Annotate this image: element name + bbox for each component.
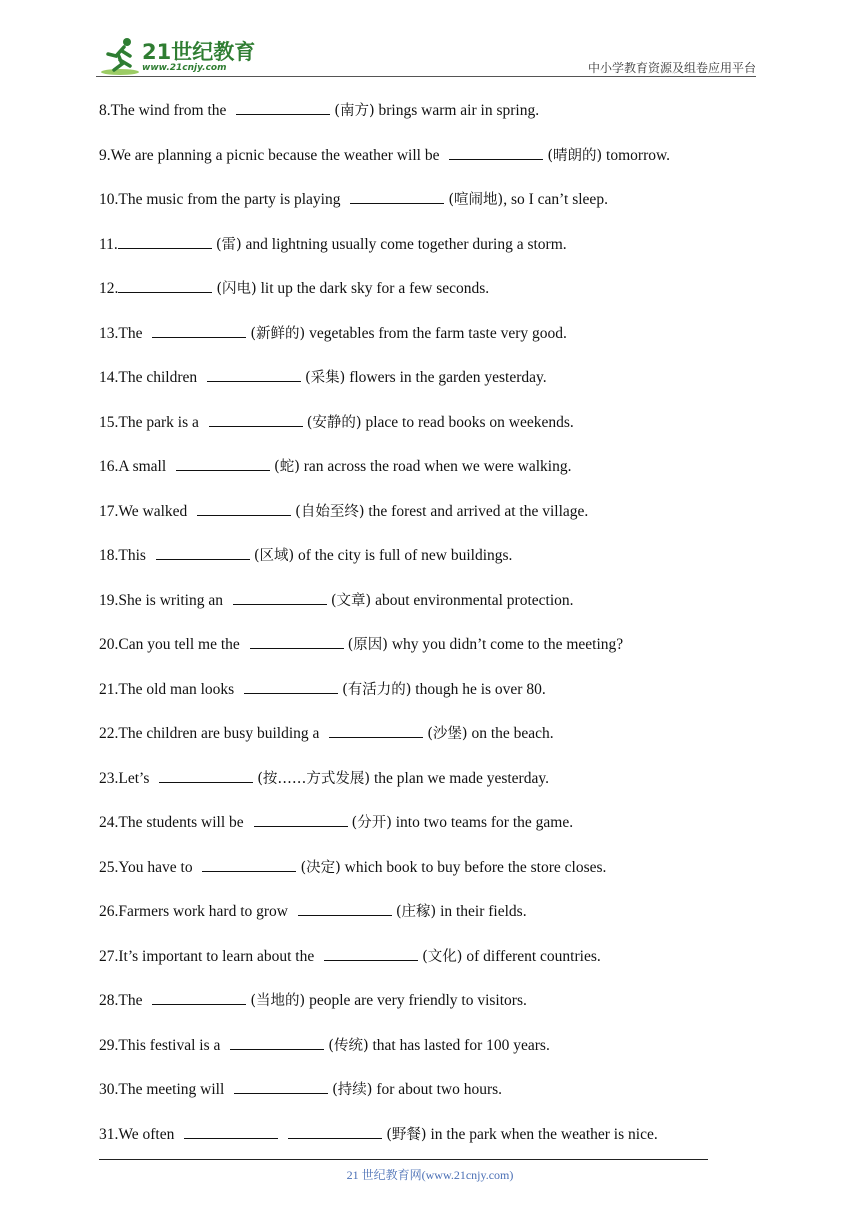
item-text-before: 29.This festival is a	[99, 1036, 225, 1054]
answer-blank[interactable]	[254, 812, 348, 827]
item-text-after: though he is over 80.	[411, 680, 546, 698]
chinese-hint: (沙堡)	[427, 726, 468, 742]
chinese-hint: (按……方式发展)	[257, 770, 371, 787]
answer-blank[interactable]	[176, 456, 270, 471]
chinese-hint: (安静的)	[306, 414, 362, 431]
chinese-hint: (野餐)	[386, 1126, 427, 1143]
item-text-before: 27.It’s important to learn about the	[99, 947, 319, 965]
item-text-before: 9.We are planning a picnic because the weather will be	[99, 146, 444, 164]
answer-blank[interactable]	[118, 278, 212, 293]
answer-blank[interactable]	[298, 901, 392, 916]
item-text-after: , so I can’t sleep.	[503, 191, 608, 208]
item-text-before: 22.The children are busy building a	[99, 725, 324, 742]
item-text-before: 11.	[99, 235, 118, 253]
exercise-item	[99, 363, 759, 408]
chinese-hint: (持续)	[332, 1082, 373, 1098]
item-text-before: 14.The children	[99, 369, 202, 386]
item-text-after: of different countries.	[462, 947, 601, 965]
item-text-before: 30.The meeting will	[99, 1081, 229, 1098]
chinese-hint: (传统)	[328, 1037, 369, 1054]
item-text-after: for about two hours.	[372, 1081, 503, 1098]
exercise-item	[99, 319, 759, 364]
item-text-before: 21.The old man looks	[99, 680, 239, 698]
chinese-hint: (文章)	[330, 592, 372, 609]
exercise-item	[99, 274, 759, 319]
chinese-hint: (闪电)	[216, 281, 257, 297]
item-text-before: 25.You have to	[99, 858, 197, 876]
chinese-hint: (分开)	[351, 815, 392, 831]
answer-blank[interactable]	[184, 1124, 278, 1139]
page-header	[96, 28, 756, 78]
exercise-item	[99, 185, 759, 230]
item-text-before: 18.This	[99, 547, 150, 564]
item-text-before: 31.We often	[99, 1125, 179, 1143]
item-text-before: 15.The park is a	[99, 413, 203, 431]
item-text-after: the plan we made yesterday.	[370, 769, 549, 787]
chinese-hint: (雷)	[215, 236, 242, 253]
exercise-item	[99, 853, 759, 898]
answer-blank[interactable]	[233, 590, 327, 605]
item-text-after: ran across the road when we were walking.	[299, 458, 572, 475]
header-divider	[96, 76, 756, 77]
answer-blank[interactable]	[236, 100, 330, 115]
chinese-hint: (区域)	[253, 548, 295, 564]
item-text-after: people are very friendly to visitors.	[305, 992, 527, 1009]
item-text-before: 13.The	[99, 324, 147, 342]
item-text-after: why you didn’t come to the meeting?	[387, 636, 624, 653]
chinese-hint: (原因)	[347, 637, 388, 653]
item-text-before: 8.The wind from the	[99, 102, 231, 119]
exercise-item	[99, 675, 759, 720]
site-logo	[96, 34, 266, 78]
chinese-hint: (南方)	[334, 103, 375, 119]
footer-divider	[99, 1159, 708, 1160]
chinese-hint: (庄稼)	[395, 904, 437, 920]
exercise-item	[99, 719, 759, 764]
exercise-item	[99, 452, 759, 497]
exercise-item	[99, 541, 759, 586]
chinese-hint: (文化)	[422, 948, 463, 965]
exercise-item	[99, 96, 759, 141]
answer-blank[interactable]	[449, 145, 543, 160]
item-text-after: in the park when the weather is nice.	[426, 1125, 658, 1143]
answer-blank[interactable]	[329, 723, 423, 738]
item-text-after: lit up the dark sky for a few seconds.	[256, 280, 490, 297]
exercise-item	[99, 986, 759, 1031]
exercise-item	[99, 1031, 759, 1076]
exercise-item	[99, 764, 759, 809]
item-text-before: 10.The music from the party is playing	[99, 191, 345, 208]
exercise-item	[99, 808, 759, 853]
item-text-after: brings warm air in spring.	[374, 102, 540, 119]
answer-blank[interactable]	[250, 634, 344, 649]
answer-blank[interactable]	[244, 679, 338, 694]
item-text-after: flowers in the garden yesterday.	[345, 369, 547, 386]
exercise-item	[99, 630, 759, 675]
chinese-hint: (决定)	[300, 859, 341, 876]
chinese-hint: (喧闹地)	[448, 192, 504, 208]
answer-blank[interactable]	[197, 501, 291, 516]
item-text-after: about environmental protection.	[371, 591, 574, 609]
item-text-before: 20.Can you tell me the	[99, 636, 244, 653]
exercise-item	[99, 897, 759, 942]
chinese-hint: (当地的)	[250, 993, 306, 1009]
logo-text: 21世纪教育	[142, 40, 256, 64]
item-text-after: place to read books on weekends.	[361, 413, 574, 431]
answer-blank[interactable]	[202, 857, 296, 872]
answer-blank[interactable]	[234, 1079, 328, 1094]
answer-blank[interactable]	[152, 323, 246, 338]
exercise-item	[99, 942, 759, 987]
answer-blank[interactable]	[207, 367, 301, 382]
exercise-item	[99, 230, 759, 275]
exercise-list	[99, 96, 759, 1164]
item-text-after: tomorrow.	[602, 146, 671, 164]
logo-url: www.21cnjy.com	[142, 63, 227, 73]
answer-blank[interactable]	[152, 990, 246, 1005]
item-text-before: 28.The	[99, 992, 147, 1009]
answer-blank[interactable]	[118, 234, 212, 249]
exercise-item	[99, 497, 759, 542]
item-text-before: 16.A small	[99, 458, 171, 475]
answer-blank[interactable]	[156, 545, 250, 560]
footer-text: 21 世纪教育网(www.21cnjy.com)	[346, 1168, 514, 1182]
item-text-after: on the beach.	[467, 725, 554, 742]
item-text-after: and lightning usually come together during a storm.	[241, 235, 567, 253]
item-text-after: in their fields.	[436, 903, 527, 920]
item-text-before: 19.She is writing an	[99, 591, 227, 609]
item-text-before: 26.Farmers work hard to grow	[99, 903, 292, 920]
platform-name: 中小学教育资源及组卷应用平台	[587, 61, 756, 75]
item-text-after: which book to buy before the store closes.	[340, 858, 607, 876]
answer-blank[interactable]	[159, 768, 253, 783]
item-text-before: 23.Let’s	[99, 769, 154, 787]
exercise-item	[99, 408, 759, 453]
exercise-item	[99, 586, 759, 631]
item-text-after: vegetables from the farm taste very good.	[305, 324, 567, 342]
answer-blank[interactable]	[209, 412, 303, 427]
item-text-after: the forest and arrived at the village.	[364, 502, 589, 520]
answer-blank[interactable]	[324, 946, 418, 961]
item-text-before: 17.We walked	[99, 502, 192, 520]
chinese-hint: (有活力的)	[342, 681, 412, 698]
chinese-hint: (自始至终)	[295, 503, 365, 520]
runner-logo-icon	[100, 36, 142, 76]
answer-blank[interactable]	[230, 1035, 324, 1050]
exercise-item	[99, 1075, 759, 1120]
exercise-item	[99, 1120, 759, 1165]
item-text-before: 24.The students will be	[99, 814, 248, 831]
chinese-hint: (采集)	[305, 370, 346, 386]
chinese-hint: (蛇)	[274, 459, 300, 475]
answer-blank[interactable]	[350, 189, 444, 204]
chinese-hint: (晴朗的)	[547, 147, 603, 164]
answer-blank[interactable]	[288, 1124, 382, 1139]
item-text-after: that has lasted for 100 years.	[368, 1036, 550, 1054]
chinese-hint: (新鲜的)	[250, 325, 306, 342]
item-text-before: 12.	[99, 280, 119, 297]
exercise-item	[99, 141, 759, 186]
item-text-after: into two teams for the game.	[391, 814, 574, 831]
item-text-after: of the city is full of new buildings.	[294, 547, 513, 564]
